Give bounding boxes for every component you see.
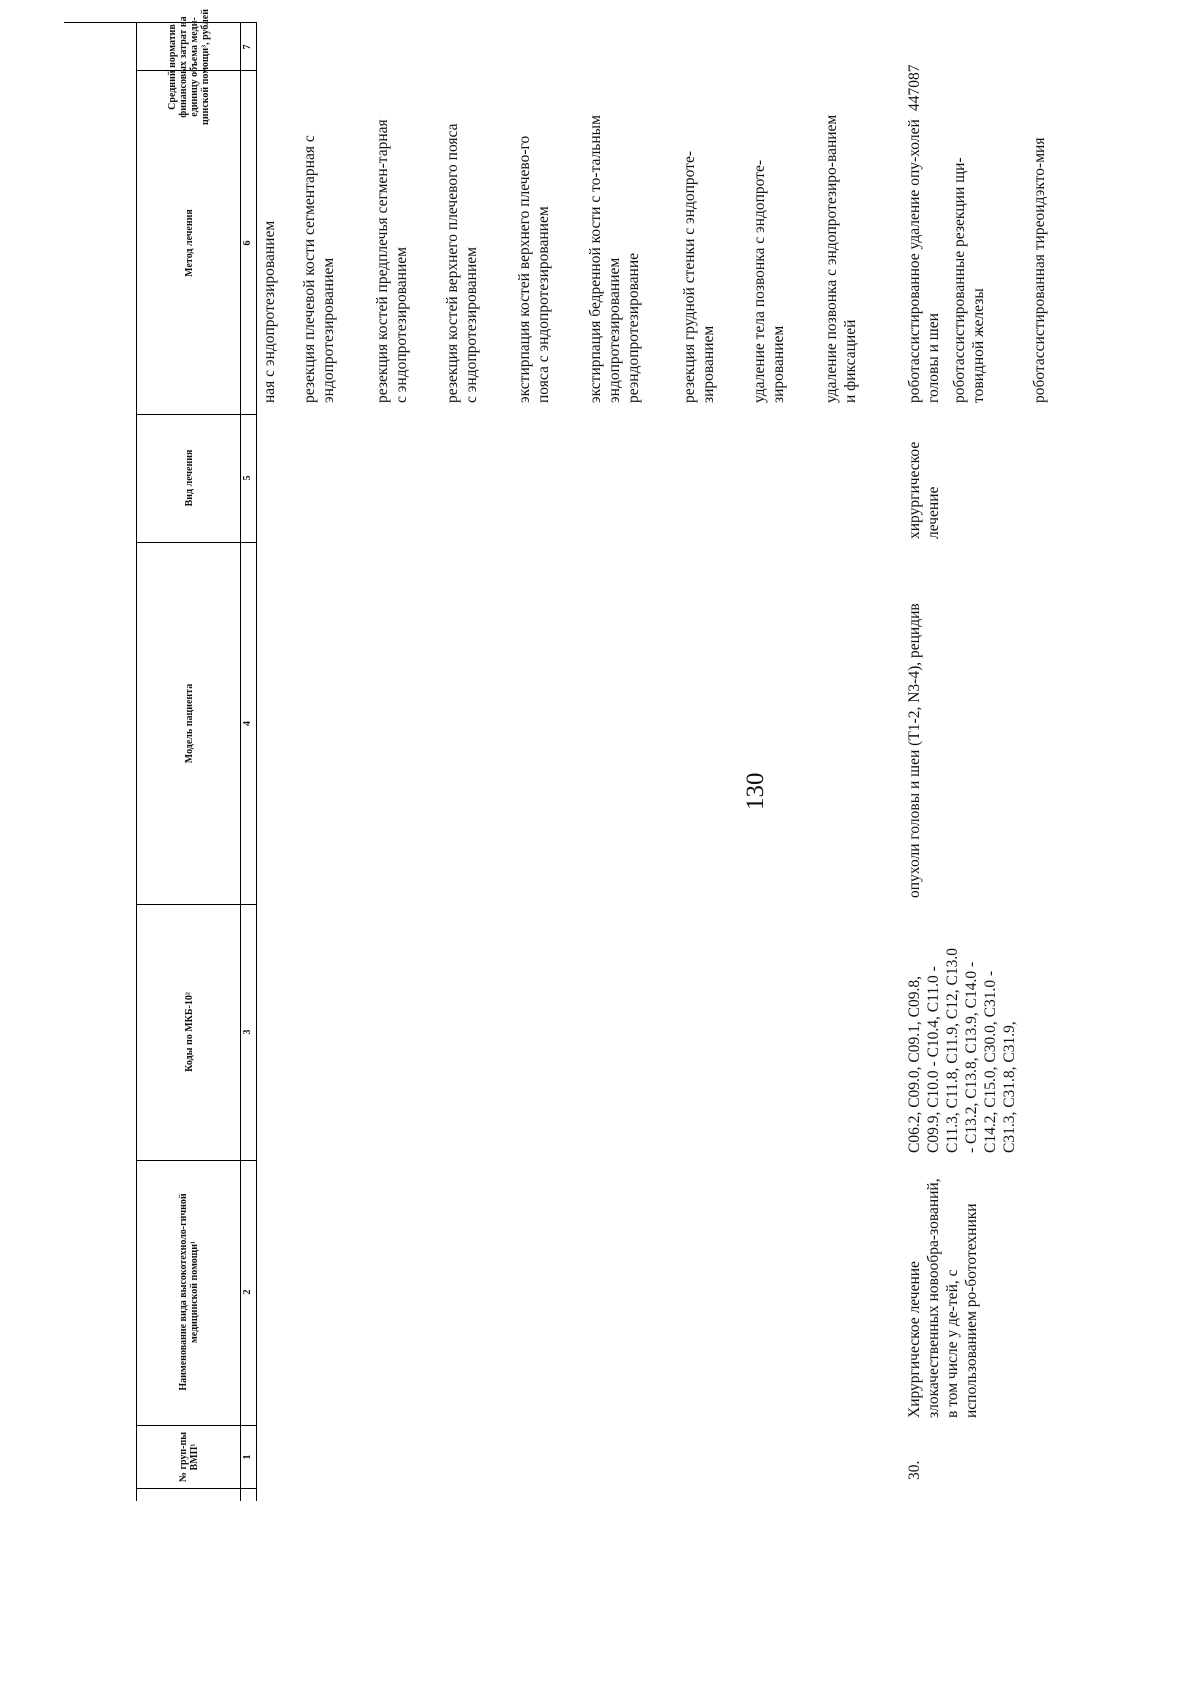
row-method-3: роботассистированная тиреоидэкто-мия: [1031, 137, 1048, 403]
column-number-3: 3: [242, 1029, 253, 1035]
row-icd-codes: C06.2, C09.0, C09.1, C09.8, C09.9, C10.0 - C10.4, C11.0 - C11.3, C11.8, C11.9, C12, C13.0 - C13.2, C13.8, C13.9, C14.0 - C14.2, C15.0, C30.0, C31.0 - C31.3, C31.8, C31.9,: [906, 948, 1018, 1153]
row-group-number: 30.: [906, 1460, 923, 1480]
row-cost: 447087: [906, 64, 923, 111]
method-continued-1: ная с эндопротезированием: [261, 220, 278, 403]
row-treatment-type: хирургическое лечение: [906, 441, 942, 539]
method-continued-7: резекция грудной стенки с эндопроте-зированием: [681, 151, 717, 403]
header-icd-codes: Коды по МКБ-10²: [183, 992, 195, 1072]
row-method-1: роботассистированное удаление опу-холей головы и шеи: [906, 119, 942, 403]
row-vmp-name: Хирургическое лечение злокачественных новообра-зований, в том числе у де-тей, с использованием ро-бототехники: [906, 1178, 980, 1418]
header-cost: Средний норматив финансовых затрат на единицу объема меди-цинской помощи³, рублей: [167, 9, 211, 125]
column-number-6: 6: [242, 240, 253, 246]
method-continued-4: резекция костей верхнего плечевого пояса с эндопротезированием: [444, 123, 480, 403]
method-continued-6: экстирпация бедренной кости с то-тальным эндопротезированием реэндопротезирование: [587, 115, 642, 403]
page-number: 130: [742, 772, 769, 810]
header-patient-model: Модель пациента: [183, 683, 195, 764]
header-treatment-method: Метод лечения: [183, 209, 195, 277]
row-method-2: роботассистированные резекции щи-товидной железы: [951, 157, 987, 403]
method-continued-3: резекция костей предплечья сегмен-тарная с эндопротезированием: [374, 119, 410, 403]
method-continued-2: резекция плечевой кости сегментарная с эндопротезированием: [301, 135, 337, 403]
method-continued-8: удаление тела позвонка с эндопроте-зированием: [751, 160, 787, 403]
header-vmp-name: Наименование вида высокотехноло-гичной медицинской помощи¹: [178, 1193, 200, 1391]
column-number-4: 4: [242, 721, 253, 726]
method-continued-9: удаление позвонка с эндопротезиро-ванием и фиксацией: [823, 114, 859, 403]
row-patient-model: опухоли головы и шеи (T1-2, N3-4), рецидив: [906, 603, 923, 898]
column-number-2: 2: [242, 1289, 253, 1295]
header-group-number: № груп-пы ВМП¹: [178, 1431, 200, 1483]
column-number-5: 5: [242, 475, 253, 481]
method-continued-5: экстирпация костей верхнего плечево-го пояса с эндопротезированием: [516, 135, 552, 403]
header-treatment-type: Вид лечения: [183, 449, 195, 507]
column-number-7: 7: [242, 44, 253, 50]
column-number-1: 1: [242, 1454, 253, 1460]
